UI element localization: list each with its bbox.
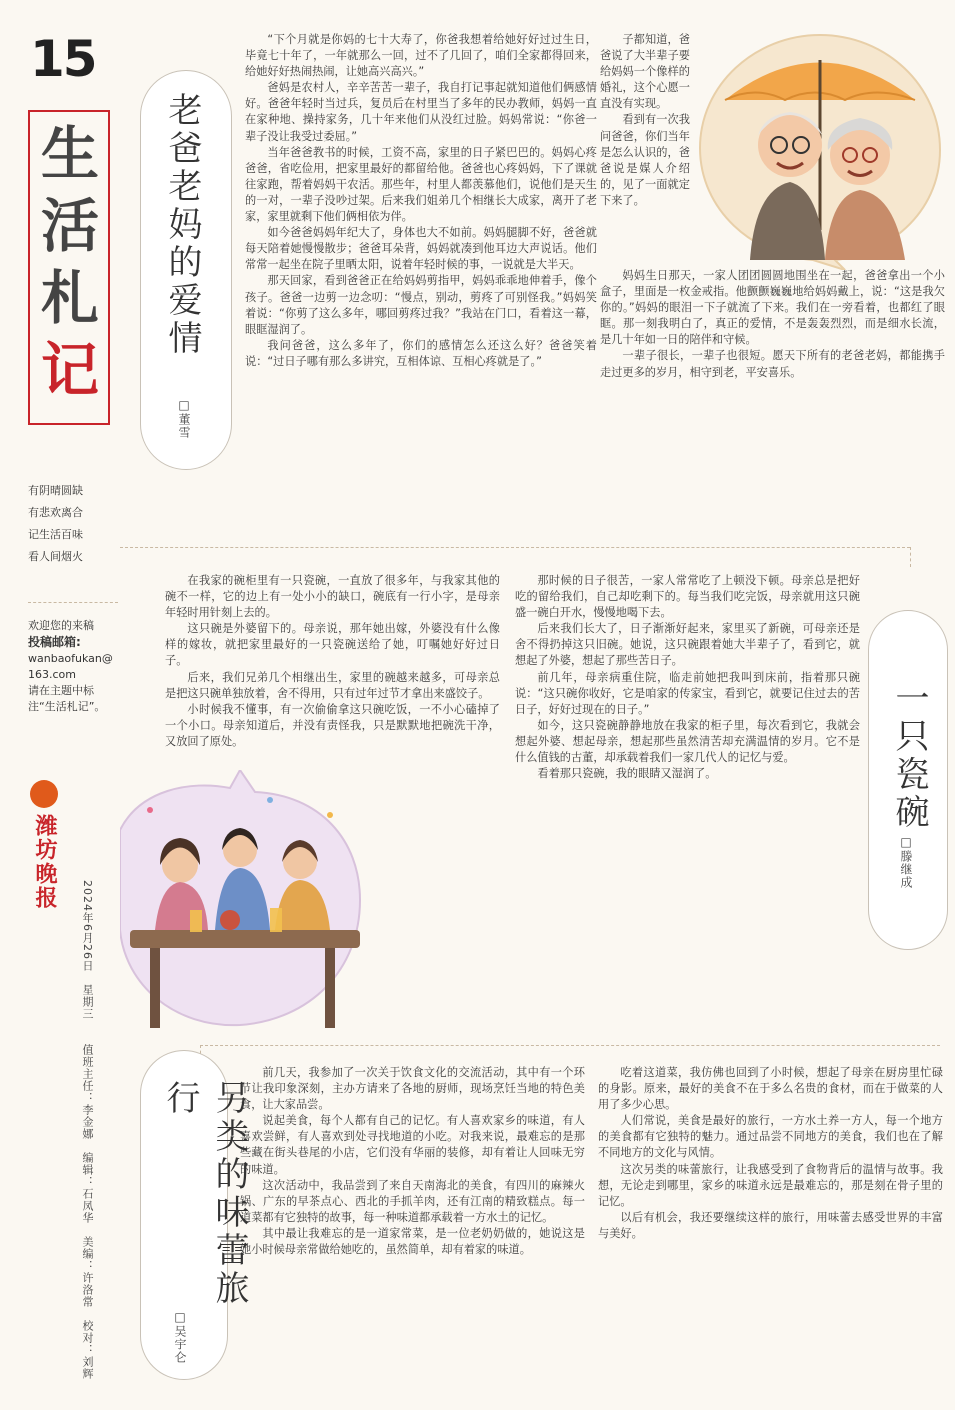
- contribute-email-label: 投稿邮箱:: [28, 635, 81, 649]
- section-title-char: 札: [40, 264, 99, 332]
- article-author: □滕继成: [899, 835, 913, 889]
- paragraph: 以后有机会，我还要继续这样的旅行，用味蕾去感受世界的丰富与美好。: [598, 1210, 943, 1240]
- newspaper-name: 潍坊晚报: [32, 814, 58, 910]
- divider: [28, 602, 118, 603]
- paragraph: 人们常说，美食是最好的旅行，一方水土养一方人，每一个地方的美食都有它独特的魅力。通过品尝不同地方的美食，我们也在了解不同地方的文化与风情。: [598, 1114, 943, 1160]
- contribute-box: [28, 618, 118, 715]
- article-headline: 一只瓷碗: [889, 680, 929, 832]
- divider: [120, 547, 910, 548]
- section-title-char: 记: [40, 336, 99, 404]
- article-body: [600, 268, 945, 540]
- paragraph: 吃着这道菜，我仿佛也回到了小时候，想起了母亲在厨房里忙碌的身影。原来，最好的美食不在于多么名贵的食材，而在于做菜的人用了多少心思。: [598, 1066, 943, 1112]
- article-body: [600, 32, 690, 267]
- article-headline: 另类的味蕾旅行: [160, 1080, 249, 1308]
- paragraph: 子都知道，爸爸说了大半辈子要给妈妈一个像样的婚礼，这个心愿一直没有实现。: [600, 33, 690, 111]
- paragraph: 一辈子很长，一辈子也很短。愿天下所有的老爸老妈，都能携手走过更多的岁月，相守到老，平安喜乐。: [600, 349, 945, 379]
- paragraph: 这次另类的味蕾旅行，让我感受到了食物背后的温情与故事。我想，无论走到哪里，家乡的味道永远是最难忘的，那是刻在骨子里的记忆。: [598, 1162, 943, 1208]
- article-body: [598, 1065, 943, 1405]
- section-title: [30, 118, 110, 406]
- article-author: □董雪: [177, 398, 191, 439]
- paragraph: 那天回家，看到爸爸正在给妈妈剪指甲，妈妈乖乖地伸着手，像个孩子。爸爸一边剪一边念叨：“慢点，别动，剪疼了可别怪我。”妈妈笑着说：“你剪了这么多年，哪回剪疼过我？”我站在门口，看着这一幕，眼眶湿润了。: [245, 274, 597, 336]
- motto-line: 有悲欢离合: [28, 506, 83, 519]
- paragraph: 后来我们长大了，日子渐渐好起来，家里买了新碗，可母亲还是舍不得扔掉这只旧碗。她说，这只碗跟着她大半辈子了，看到它，就想起了外婆，想起了那些苦日子。: [515, 622, 860, 668]
- contribute-email[interactable]: wanbaofukan@163.com: [28, 652, 113, 681]
- paragraph: 这只碗是外婆留下的。母亲说，那年她出嫁，外婆没有什么像样的嫁妆，就把家里最好的一只瓷碗送给了她，叮嘱她好好过日子。: [165, 622, 500, 668]
- paragraph: “下个月就是你妈的七十大寿了，你爸我想着给她好好过过生日，毕竟七十年了，一年就那么一回，过不了几回了，咱们全家都得回来，给她好好热闹热闹，让她高兴高兴。”: [245, 33, 597, 79]
- article-author: □吴宇仑: [173, 1310, 187, 1364]
- page-number: 15: [30, 30, 96, 88]
- divider: [910, 547, 911, 567]
- motto-line: 看人间烟火: [28, 550, 83, 563]
- paragraph: 在我家的碗柜里有一只瓷碗，一直放了很多年，与我家其他的碗不一样，它的边上有一处小小的缺口，碗底有一行小字，是母亲年轻时用针刻上去的。: [165, 574, 500, 620]
- paragraph: 这次活动中，我品尝到了来自天南海北的美食，有四川的麻辣火锅、广东的早茶点心、西北的手抓羊肉，还有江南的精致糕点。每一道菜都有它独特的故事，每一种味道都承载着一方水土的记忆。: [240, 1178, 585, 1224]
- paragraph: 看着那只瓷碗，我的眼睛又湿润了。: [537, 767, 717, 781]
- contribute-note: 请在主题中标注“生活札记”。: [28, 684, 106, 713]
- paragraph: 妈妈生日那天，一家人团团圆圆地围坐在一起，爸爸拿出一个小盒子，里面是一枚金戒指。他颤颤巍巍地给妈妈戴上，说：“这是我欠你的。”妈妈的眼泪一下子就流了下来。我们在一旁看着，也都红了眼眶。那一刻我明白了，真正的爱情，不是轰轰烈烈，而是细水长流，是几十年如一日的陪伴和守候。: [600, 269, 945, 347]
- paragraph: 爸妈是农村人，辛辛苦苦一辈子，我自打记事起就知道他们俩感情好。爸爸年轻时当过兵，复员后在村里当了多年的民办教师，妈妈一直在家种地、操持家务，几十年来他们从没红过脸。妈妈常说：“你爸一辈子没让我受过委屈。”: [245, 81, 597, 143]
- colophon: 2024年6月26日 星期三 值班主任：李金娜 编辑：石凤华 美编：许洛常 校对：刘辉: [81, 880, 94, 1380]
- article-headline: 老爸老妈的爱情: [162, 92, 202, 358]
- paragraph: 那时候的日子很苦，一家人常常吃了上顿没下顿。母亲总是把好吃的留给我们，自己却吃剩下的。每当我们吃完饭，母亲就用这只碗盛一碗白开水，慢慢地喝下去。: [515, 574, 860, 620]
- illustration-elderly-couple: [695, 30, 945, 270]
- paragraph: 前几天，我参加了一次关于饮食文化的交流活动，其中有一个环节让我印象深刻，主办方请来了各地的厨师，现场烹饪当地的特色美食，让大家品尝。: [240, 1066, 585, 1112]
- paragraph: 其中最让我难忘的是一道家常菜，是一位老奶奶做的，她说这是她小时候母亲常做给她吃的，虽然简单，却有着家的味道。: [240, 1226, 585, 1257]
- paragraph: 当年爸爸教书的时候，工资不高，家里的日子紧巴巴的。妈妈心疼爸爸，省吃俭用，把家里最好的都留给他。爸爸也心疼妈妈，下了课就往家跑，帮着妈妈干农活。那些年，村里人都羡慕他们，说他们是天生的一对，一辈子没吵过架。后来我们姐弟几个相继长大成家，离开了老家，家里就剩下他们俩相依为伴。: [245, 145, 597, 224]
- article-body: [165, 573, 500, 773]
- logo-mark-icon: [30, 780, 58, 808]
- illustration-family-dinner: [120, 770, 505, 1040]
- article-body: [245, 32, 597, 540]
- paragraph: 后来，我们兄弟几个相继出生，家里的碗越来越多，可母亲总是把这只碗单独放着，舍不得用，只有过年过节才拿出来盛饺子。: [165, 670, 500, 700]
- paragraph: 如今爸爸妈妈年纪大了，身体也大不如前。妈妈腿脚不好，爸爸就每天陪着她慢慢散步；爸爸耳朵背，妈妈就凑到他耳边大声说话。他们常常一起坐在院子里晒太阳，说着年轻时候的事，一说就是大半天。: [245, 226, 597, 272]
- article-body: [240, 1065, 585, 1405]
- paragraph: 小时候我不懂事，有一次偷偷拿这只碗吃饭，一不小心磕掉了一个小口。母亲知道后，并没有责怪我，只是默默地把碗洗干净，又放回了原处。: [165, 702, 500, 748]
- divider: [200, 1045, 940, 1046]
- newspaper-logo: [30, 780, 80, 910]
- section-title-char: 生: [40, 120, 99, 188]
- motto-line: 记生活百味: [28, 528, 83, 541]
- paragraph: 我问爸爸，这么多年了，你们的感情怎么还这么好？爸爸笑着说：“过日子哪有那么多讲究，互相体谅、互相心疼就是了。”: [245, 338, 597, 368]
- motto-line: 有阴晴圆缺: [28, 484, 83, 497]
- section-title-char: 活: [40, 192, 99, 260]
- paragraph: 说起美食，每个人都有自己的记忆。有人喜欢家乡的味道，有人喜欢尝鲜，有人喜欢到处寻找地道的小吃。对我来说，最难忘的是那些藏在街头巷尾的小店，它们没有华丽的装修，却有着让人回味无穷的味道。: [240, 1114, 585, 1176]
- contribute-welcome: 欢迎您的来稿: [28, 619, 94, 632]
- article-body: [515, 573, 860, 1035]
- paragraph: 前几年，母亲病重住院，临走前她把我叫到床前，指着那只碗说：“这只碗你收好，它是咱家的传家宝，看到它，就要记住过去的苦日子，好好过现在的日子。”: [515, 670, 860, 716]
- paragraph: 如今，这只瓷碗静静地放在我家的柜子里，每次看到它，我就会想起外婆、想起母亲，想起那些虽然清苦却充满温情的岁月。它不是什么值钱的古董，却承载着我们一家几代人的记忆与爱。: [515, 718, 860, 765]
- section-motto: [28, 480, 118, 568]
- paragraph: 看到有一次我问爸爸，你们当年是怎么认识的，爸爸说是媒人介绍的，见了一面就定下来了。: [600, 113, 690, 207]
